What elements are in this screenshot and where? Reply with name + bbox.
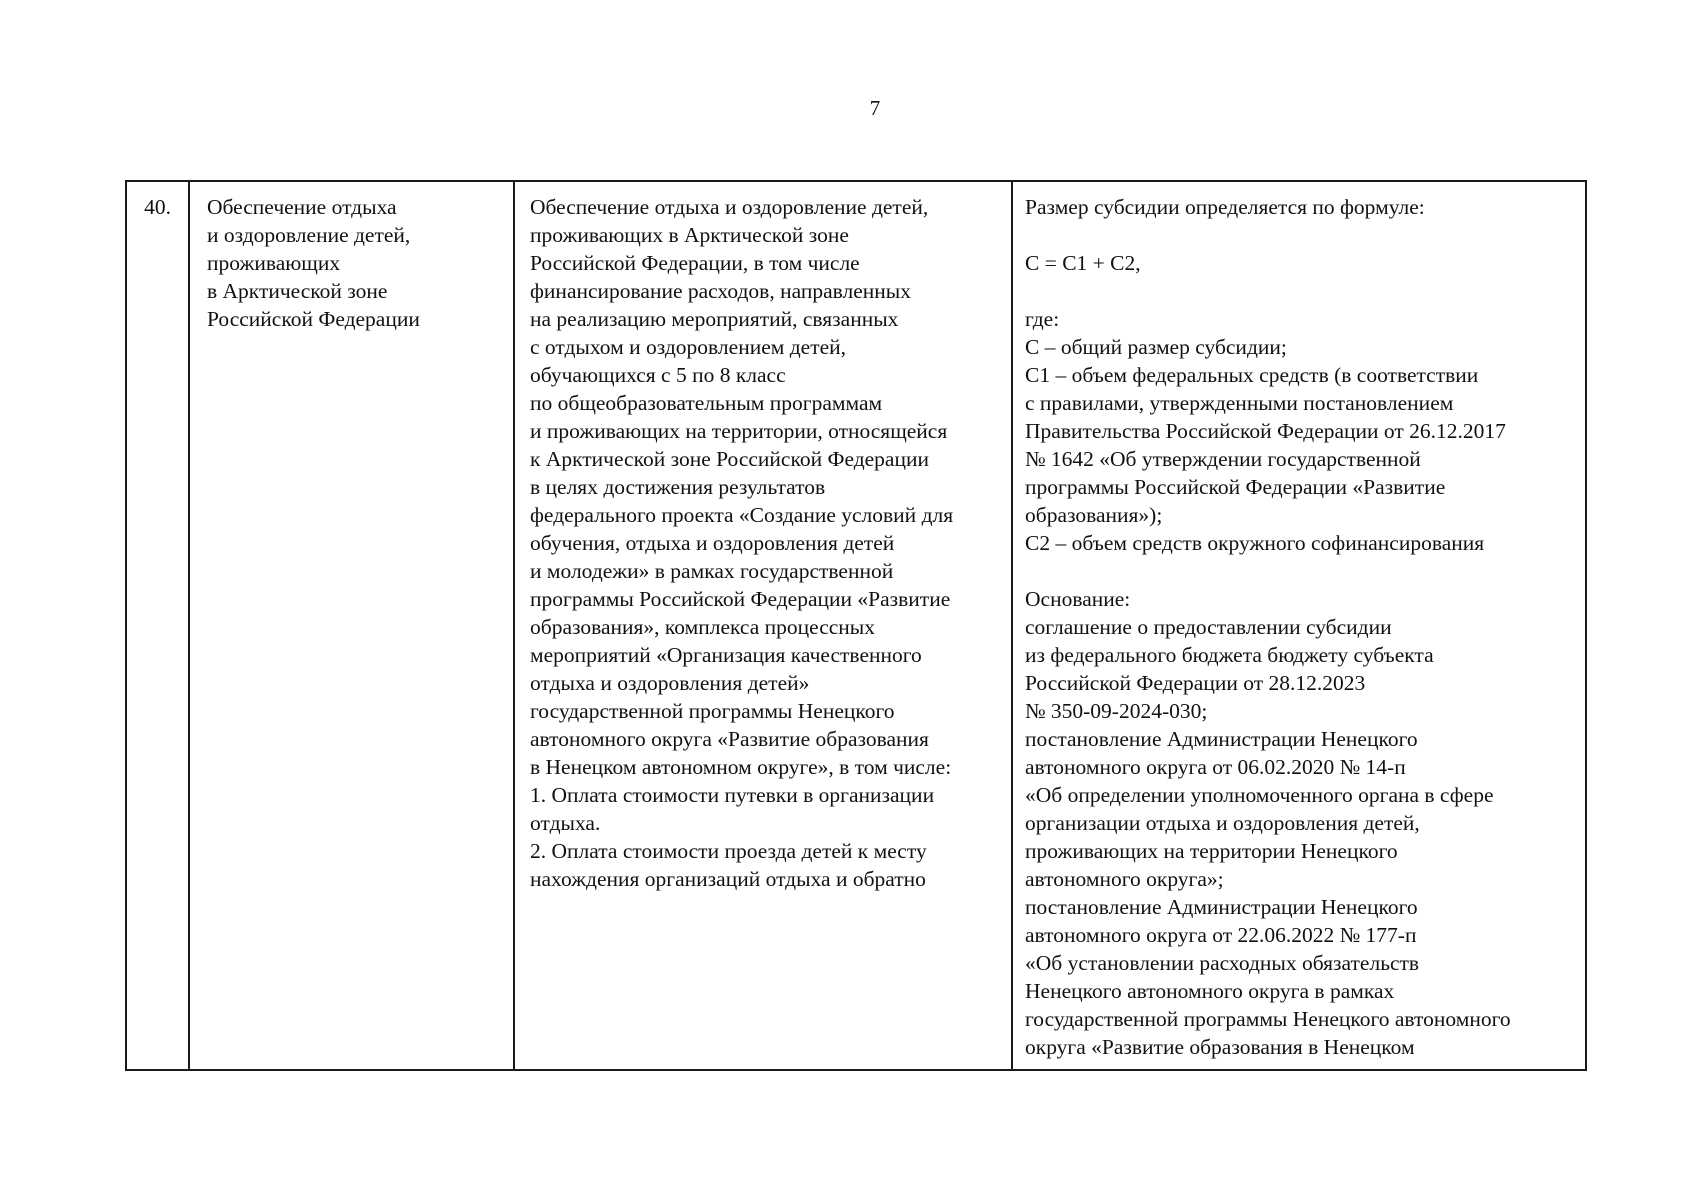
text-line: где:: [1025, 307, 1060, 331]
text-line: Обеспечение отдыха и оздоровление детей,: [530, 195, 929, 219]
text-line: на реализацию мероприятий, связанных: [530, 307, 899, 331]
measure-description-cell: [514, 181, 1012, 1070]
text-line: Обеспечение отдыха: [207, 195, 397, 219]
text-line: нахождения организаций отдыха и обратно: [530, 867, 926, 891]
measure-description: [530, 193, 1009, 893]
text-line: и оздоровление детей,: [207, 223, 411, 247]
text-line: автономного округа «Развитие образования: [530, 727, 929, 751]
subsidy-table: [125, 180, 1587, 1071]
text-line: «Об установлении расходных обязательств: [1025, 951, 1420, 975]
text-line: финансирование расходов, направленных: [530, 279, 911, 303]
text-line: в целях достижения результатов: [530, 475, 826, 499]
text-line: постановление Администрации Ненецкого: [1025, 727, 1418, 751]
text-line: соглашение о предоставлении субсидии: [1025, 615, 1392, 639]
text-line: С1 – объем федеральных средств (в соответствии: [1025, 363, 1479, 387]
text-line: автономного округа от 06.02.2020 № 14-п: [1025, 755, 1406, 779]
text-line: и проживающих на территории, относящейся: [530, 419, 948, 443]
text-line: образования»);: [1025, 503, 1163, 527]
table-row: [126, 181, 1586, 1070]
text-line: по общеобразовательным программам: [530, 391, 883, 415]
row-number: 40.: [144, 195, 171, 219]
text-line: с отдыхом и оздоровлением детей,: [530, 335, 847, 359]
text-line: [1025, 221, 1583, 249]
text-line: 1. Оплата стоимости путевки в организации: [530, 783, 935, 807]
text-line: обучения, отдыха и оздоровления детей: [530, 531, 895, 555]
subsidy-formula-text: [1025, 193, 1583, 1061]
text-line: С – общий размер субсидии;: [1025, 335, 1287, 359]
text-line: Правительства Российской Федерации от 26.12.2017: [1025, 419, 1506, 443]
text-line: [1025, 277, 1583, 305]
text-line: государственной программы Ненецкого автономного: [1025, 1007, 1511, 1031]
text-line: округа «Развитие образования в Ненецком: [1025, 1035, 1415, 1059]
text-line: № 350-09-2024-030;: [1025, 699, 1208, 723]
text-line: [1025, 557, 1583, 585]
text-line: С = С1 + С2,: [1025, 251, 1141, 275]
text-line: проживающих на территории Ненецкого: [1025, 839, 1398, 863]
measure-name-cell: [189, 181, 514, 1070]
text-line: проживающих в Арктической зоне: [530, 223, 849, 247]
text-line: программы Российской Федерации «Развитие: [530, 587, 951, 611]
text-line: в Арктической зоне: [207, 279, 388, 303]
text-line: 2. Оплата стоимости проезда детей к месту: [530, 839, 927, 863]
text-line: и молодежи» в рамках государственной: [530, 559, 894, 583]
text-line: федерального проекта «Создание условий для: [530, 503, 954, 527]
text-line: № 1642 «Об утверждении государственной: [1025, 447, 1421, 471]
text-line: Основание:: [1025, 587, 1131, 611]
text-line: с правилами, утвержденными постановлением: [1025, 391, 1454, 415]
text-line: в Ненецком автономном округе», в том числе:: [530, 755, 952, 779]
text-line: «Об определении уполномоченного органа в сфере: [1025, 783, 1494, 807]
text-line: отдыха и оздоровления детей»: [530, 671, 810, 695]
text-line: организации отдыха и оздоровления детей,: [1025, 811, 1420, 835]
text-line: обучающихся с 5 по 8 класс: [530, 363, 786, 387]
text-line: к Арктической зоне Российской Федерации: [530, 447, 929, 471]
text-line: Российской Федерации: [207, 307, 420, 331]
text-line: программы Российской Федерации «Развитие: [1025, 475, 1446, 499]
row-number-cell: [126, 181, 189, 1070]
text-line: Ненецкого автономного округа в рамках: [1025, 979, 1395, 1003]
text-line: образования», комплекса процессных: [530, 615, 875, 639]
text-line: государственной программы Ненецкого: [530, 699, 895, 723]
measure-name: [207, 193, 505, 333]
text-line: С2 – объем средств окружного софинансирования: [1025, 531, 1485, 555]
text-line: Российской Федерации, в том числе: [530, 251, 860, 275]
text-line: постановление Администрации Ненецкого: [1025, 895, 1418, 919]
text-line: отдыха.: [530, 811, 601, 835]
text-line: автономного округа»;: [1025, 867, 1224, 891]
text-line: Размер субсидии определяется по формуле:: [1025, 195, 1425, 219]
page-number: 7: [869, 96, 881, 120]
text-line: проживающих: [207, 251, 341, 275]
text-line: мероприятий «Организация качественного: [530, 643, 922, 667]
text-line: из федерального бюджета бюджету субъекта: [1025, 643, 1434, 667]
text-line: Российской Федерации от 28.12.2023: [1025, 671, 1366, 695]
subsidy-formula-cell: [1012, 181, 1586, 1070]
text-line: автономного округа от 22.06.2022 № 177-п: [1025, 923, 1417, 947]
